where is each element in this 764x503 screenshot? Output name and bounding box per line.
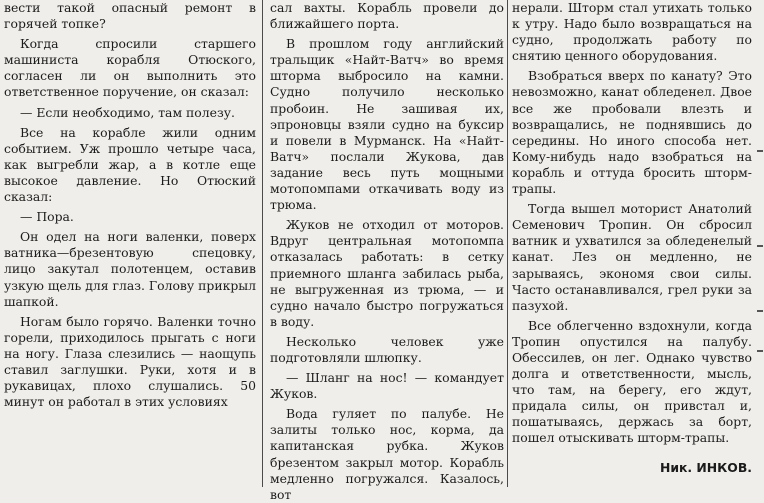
paragraph: сал вахты. Корабль провели до ближайшего порта. xyxy=(270,0,504,32)
paragraph: — Если необходимо, там полезу. xyxy=(20,104,235,120)
paragraph: Вода гуляет по палубе. Не залиты только нос, корма, да капитанская рубка. Жуков брезентом закрыл мотор. Корабль медленно погружался. Казалось, вот xyxy=(270,406,504,502)
paragraph: Несколько человек уже подготовляли шлюпку. xyxy=(270,333,504,365)
paragraph: — Пора. xyxy=(20,209,74,225)
paragraph: В прошлом году английский тральщик «Найт-Ватч» во время шторма выбросило на камни. Судно получило несколько пробоин. Не зашивая их, эпроновцы взяли судно на буксир и повели в Мурманск. На «Найт-Ватч» послали Жукова, дав задание весь путь мощными мотопомпами откачивать воду из трюма. xyxy=(270,36,504,213)
column-divider xyxy=(262,0,263,487)
paragraph: Жуков не отходил от моторов. Вдруг центральная мотопомпа отказалась работать: в сетку приемного шланга забилась рыба, не выгруженная из трюма, — и судно начало быстро погружаться в воду. xyxy=(270,217,504,329)
paragraph: Он одел на ноги валенки, поверх ватника—брезентовую спецовку, лицо закутал полотенцем, оставив узкую щель для глаз. Голову прикрыл шапкой. xyxy=(4,229,256,309)
paragraph: нерали. Шторм стал утихать только к утру. Надо было возвращаться на судно, продолжать работу по снятию ценного оборудования. xyxy=(512,0,752,64)
column-divider xyxy=(507,0,508,487)
paragraph: — Шланг на нос! — командует Жуков. xyxy=(270,370,504,402)
paragraph: вести такой опасный ремонт в горячей топке? xyxy=(4,0,256,32)
paragraph: Тогда вышел моторист Анатолий Семенович Тропин. Он сбросил ватник и ухватился за обледенелый канат. Лез он медленно, не зарываясь, экономя свои силы. Часто останавливался, грел руки за пазухой. xyxy=(512,201,752,313)
article-column-3 xyxy=(512,0,752,487)
paragraph: Взобраться вверх по канату? Это невозможно, канат обледенел. Двое все же пробовали влезть и возвращались, не поднявшись до середины. Но иного способа нет. Кому-нибудь надо взобраться на корабль и оттуда бросить шторм-трапы. xyxy=(512,68,752,197)
edge-mark xyxy=(757,150,763,152)
paragraph: Ногам было горячо. Валенки точно горели, приходилось прыгать с ноги на ногу. Глаза слезились — наощупь ставил заглушки. Руки, хотя и в рукавицах, плохо слушались. 50 минут он работал в этих условиях xyxy=(4,313,256,410)
paragraph: Когда спросили старшего машиниста корабля Отюского, согласен ли он выполнить это ответственное поручение, он сказал: xyxy=(4,36,256,100)
edge-mark xyxy=(757,245,763,247)
edge-mark xyxy=(757,350,763,352)
article-column-1 xyxy=(4,0,256,487)
edge-mark xyxy=(757,310,763,312)
paragraph: Все на корабле жили одним событием. Уж прошло четыре часа, как выгребли жар, а в котле еще высокое давление. Но Отюский сказал: xyxy=(4,124,256,205)
author-signature: Ник. ИНКОВ. xyxy=(659,460,752,475)
paragraph: Все облегченно вздохнули, когда Тропин опустился на палубу. Обессилев, он лег. Однако чувство долга и ответственности, мысль, что там, на берегу, его ждут, придала силы, он привстал и, пошатываясь, держась за борт, пошел отыскивать шторм-трапы. xyxy=(512,317,752,446)
article-column-2 xyxy=(270,0,504,502)
